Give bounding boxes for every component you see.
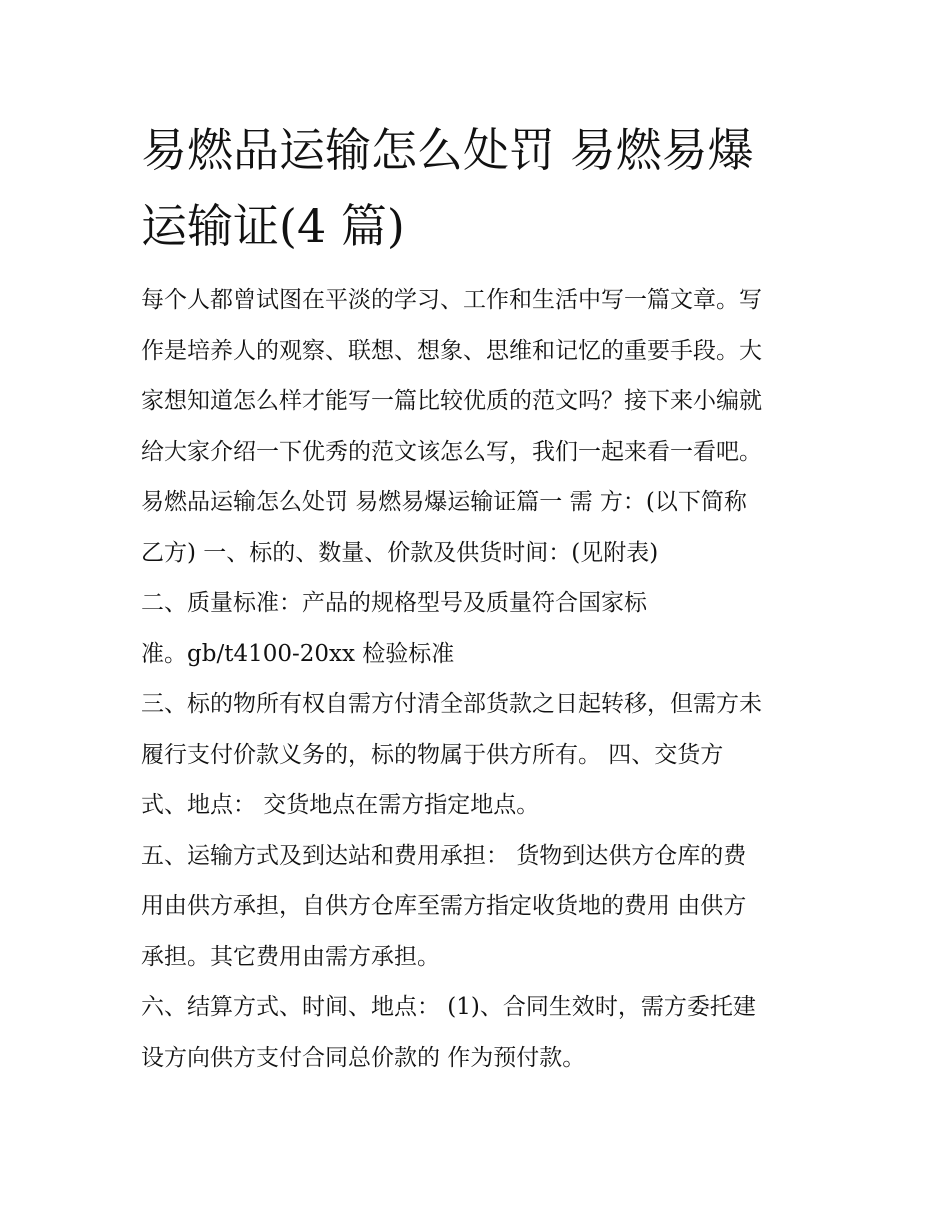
body-line: 承担。其它费用由需方承担。 <box>141 944 440 970</box>
title-line-1: 易燃品运输怎么处罚 易燃易爆 <box>141 123 754 177</box>
body-line: 准。gb/t4100-20xx 检验标准 <box>141 641 455 667</box>
body-line: 用由供方承担，自供方仓库至需方指定收货地的费用 由供方 <box>141 893 747 919</box>
body-line: 设方向供方支付合同总价款的 作为预付款。 <box>141 1045 586 1071</box>
body-line: 给大家介绍一下优秀的范文该怎么写，我们一起来看一看吧。 <box>141 439 762 465</box>
body-line: 三、标的物所有权自需方付清全部货款之日起转移，但需方未 <box>141 691 762 717</box>
body-line: 五、运输方式及到达站和费用承担： 货物到达供方仓库的费 <box>141 843 747 869</box>
body-line: 乙方) 一、标的、数量、价款及供货时间：(见附表) <box>141 540 659 566</box>
title-line-2: 运输证(4 篇) <box>141 199 405 253</box>
body-line: 履行支付价款义务的，标的物属于供方所有。 四、交货方 <box>141 742 724 768</box>
body-line: 易燃品运输怎么处罚 易燃易爆运输证篇一 需 方：(以下简称 <box>141 489 747 515</box>
body-line: 作是培养人的观察、联想、想象、思维和记忆的重要手段。大 <box>141 338 762 364</box>
document-title <box>141 112 821 264</box>
body-line: 每个人都曾试图在平淡的学习、工作和生活中写一篇文章。写 <box>141 287 762 313</box>
body-line: 家想知道怎么样才能写一篇比较优质的范文吗？接下来小编就 <box>141 388 762 414</box>
body-line: 二、质量标准：产品的规格型号及质量符合国家标 <box>141 590 647 616</box>
body-line: 六、结算方式、时间、地点： (1)、合同生效时，需方委托建 <box>141 994 756 1020</box>
body-line: 式、地点： 交货地点在需方指定地点。 <box>141 792 540 818</box>
